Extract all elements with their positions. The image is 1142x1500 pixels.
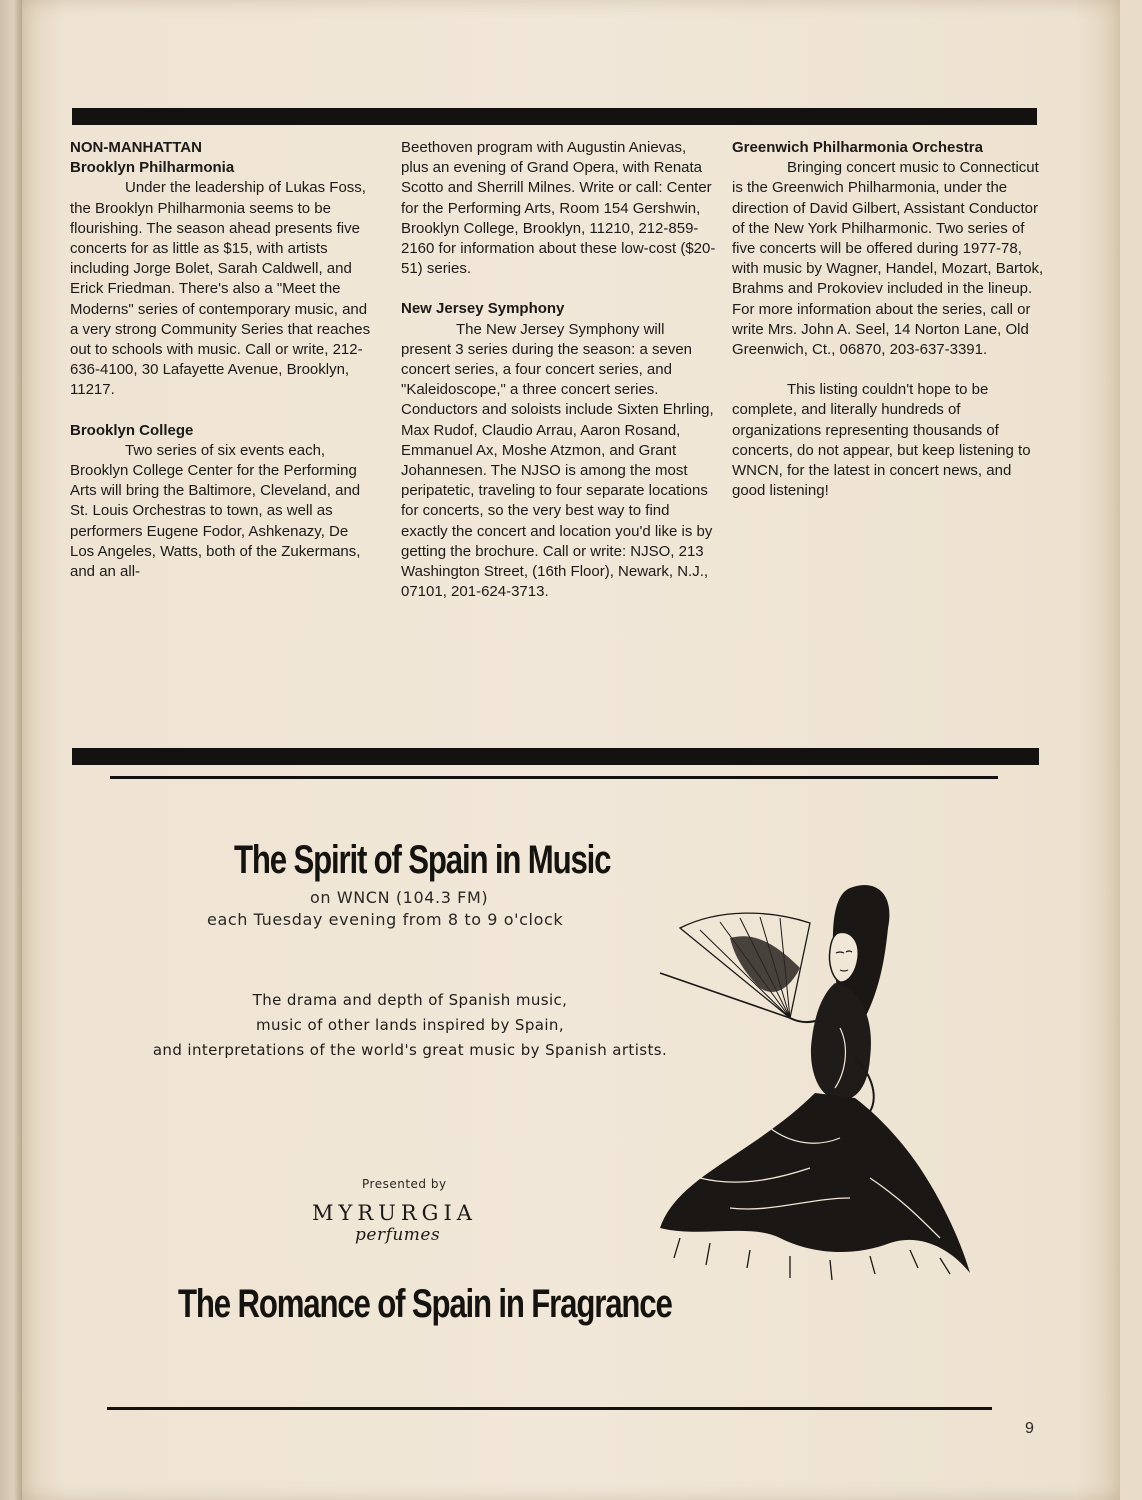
presented-by-label: Presented by bbox=[362, 1177, 447, 1191]
ad-tagline: The Romance of Spain in Fragrance bbox=[178, 1282, 672, 1326]
page-number: 9 bbox=[1025, 1420, 1034, 1437]
ad-schedule-line: each Tuesday evening from 8 to 9 o'clock bbox=[207, 910, 564, 929]
ad-station-line: on WNCN (104.3 FM) bbox=[310, 888, 489, 907]
binding-spine bbox=[0, 0, 22, 1500]
bottom-rule bbox=[107, 1407, 992, 1410]
ad-blurb-line: and interpretations of the world's great music by Spanish artists. bbox=[152, 1041, 668, 1059]
greenwich-philharmonia-title: Greenwich Philharmonia Orchestra bbox=[732, 139, 983, 156]
article-column-3 bbox=[732, 138, 1044, 501]
brooklyn-college-continued: Beethoven program with Augustin Anievas, plus an evening of Grand Opera, with Renata Scotto and Sherrill Milnes. Write or call: Center for the Performing Arts, Room 154 Gershwin, Brooklyn College, Brooklyn, 11210, 212-859-2160 for information about these low-cost ($20-51) series. bbox=[401, 139, 716, 278]
ad-top-rule bbox=[110, 776, 998, 779]
sponsor-logo: MYRURGIA bbox=[312, 1201, 477, 1225]
article-column-1 bbox=[70, 138, 375, 582]
brooklyn-college-title: Brooklyn College bbox=[70, 421, 194, 439]
closing-note: This listing couldn't hope to be complete, and literally hundreds of organizations representing thousands of concerts, do not appear, but keep listening to WNCN, for the latest in concert news, and good listening! bbox=[732, 381, 1031, 500]
ad-blurb-line: The drama and depth of Spanish music, bbox=[252, 991, 568, 1009]
ad-top-divider-bar bbox=[72, 748, 1039, 765]
ad-title: The Spirit of Spain in Music bbox=[234, 838, 611, 882]
flamenco-dancer-illustration bbox=[640, 878, 980, 1318]
greenwich-philharmonia-text: Bringing concert music to Connecticut is the Greenwich Philharmonia, under the direction of David Gilbert, Assistant Conductor of the New York Philharmonic. Two series of five concerts will be offered during 1977-78, with music by Wagner, Handel, Mozart, Bartok, Brahms and Prokoviev included in the lineup. For more information about the series, call or write Mrs. John A. Seel, 14 Norton Lane, Old Greenwich, Ct., 06870, 203-637-3391. bbox=[732, 159, 1044, 359]
article-column-2 bbox=[401, 138, 717, 602]
new-jersey-symphony-text: The New Jersey Symphony will present 3 series during the season: a seven concert series, a four concert series, and "Kaleidoscope," a three concert series. Conductors and soloists include Sixten Ehrling, Max Rudof, Claudio Arrau, Aaron Rosand, Emmanuel Ax, Moshe Atzmon, and Grant Johannesen. The NJSO is among the most peripatetic, traveling to four separate locations for concerts, so the very best way to find exactly the concert and location you'd like is by getting the brochure. Call or write: NJSO, 213 Washington Street, (16th Floor), Newark, N.J., 07101, 201-624-3713. bbox=[401, 320, 714, 601]
brooklyn-college-text: Two series of six events each, Brooklyn College Center for the Performing Arts will bring the Baltimore, Cleveland, and St. Louis Orchestras to town, as well as performers Eugene Fodor, Ashkenazy, De Los Angeles, Watts, both of the Zukermans, and an all- bbox=[70, 441, 361, 581]
section-heading: NON-MANHATTAN bbox=[70, 139, 202, 156]
top-divider-bar bbox=[72, 108, 1037, 125]
brooklyn-philharmonia-text: Under the leadership of Lukas Foss, the Brooklyn Philharmonia seems to be flourishing. The season ahead presents five concerts for as little as $15, with artists including Jorge Bolet, Sarah Caldwell, and Erick Friedman. There's also a "Meet the Moderns" series of contemporary music, and a very strong Community Series that reaches out to schools with music. Call or write, 212-636-4100, 30 Lafayette Avenue, Brooklyn, 11217. bbox=[70, 179, 371, 399]
brooklyn-philharmonia-title: Brooklyn Philharmonia bbox=[70, 159, 235, 177]
sponsor-script: perfumes bbox=[355, 1225, 441, 1245]
ad-blurb-line: music of other lands inspired by Spain, bbox=[255, 1016, 565, 1034]
new-jersey-symphony-title: New Jersey Symphony bbox=[401, 300, 565, 318]
ad-blurb bbox=[120, 988, 700, 1063]
